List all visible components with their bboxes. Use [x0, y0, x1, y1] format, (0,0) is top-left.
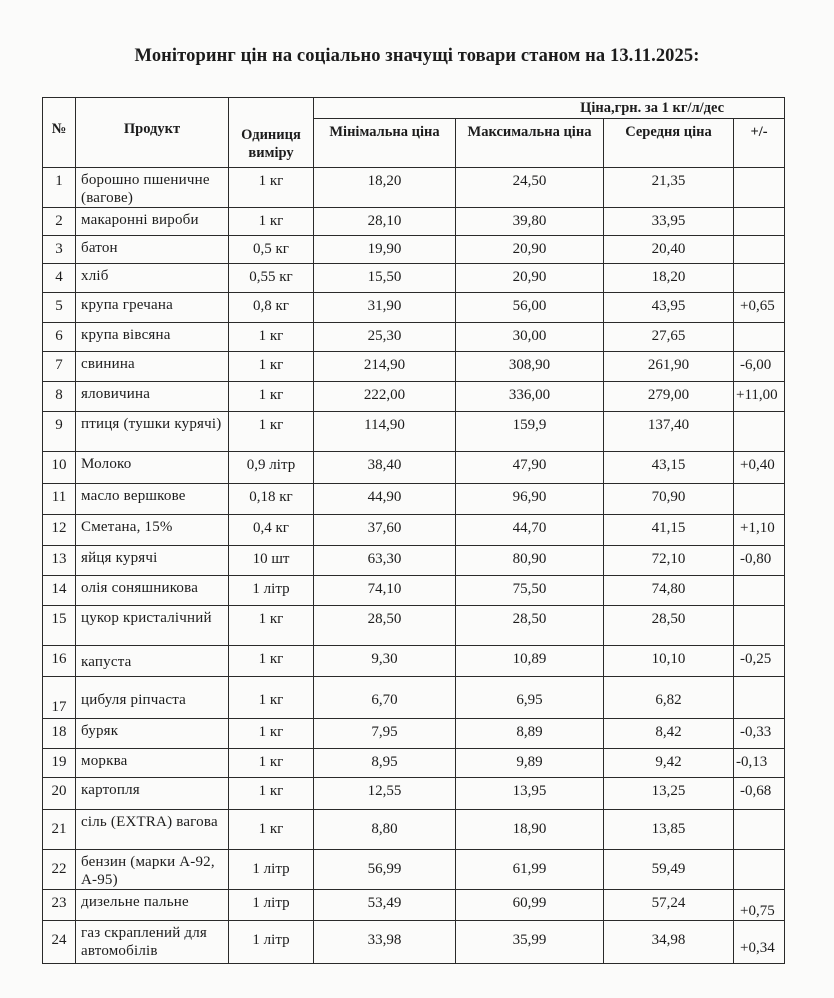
header-max-price: Максимальна ціна	[456, 119, 604, 168]
product-name: бензин (марки А-92, А-95)	[76, 850, 229, 890]
table-row	[43, 810, 785, 850]
price-change	[734, 810, 785, 850]
product-name: хліб	[76, 264, 229, 293]
min-price: 33,98	[314, 921, 456, 964]
table-row	[43, 412, 785, 452]
min-price: 25,30	[314, 323, 456, 352]
table-row	[43, 452, 785, 484]
unit: 10 шт	[229, 546, 314, 576]
row-number: 23	[43, 890, 76, 921]
product-name: газ скраплений для автомобілів	[76, 921, 229, 964]
product-name: Молоко	[76, 452, 229, 484]
max-price: 13,95	[456, 778, 604, 810]
max-price: 96,90	[456, 484, 604, 515]
unit: 1 кг	[229, 719, 314, 749]
table-row	[43, 576, 785, 606]
price-change	[734, 323, 785, 352]
row-number: 17	[43, 677, 76, 719]
avg-price: 72,10	[604, 546, 734, 576]
avg-price: 21,35	[604, 168, 734, 208]
product-name: картопля	[76, 778, 229, 810]
table-body	[43, 168, 785, 964]
table-row	[43, 484, 785, 515]
avg-price: 261,90	[604, 352, 734, 382]
row-number: 13	[43, 546, 76, 576]
max-price: 35,99	[456, 921, 604, 964]
product-name: олія соняшникова	[76, 576, 229, 606]
unit: 1 літр	[229, 890, 314, 921]
table-row	[43, 264, 785, 293]
max-price: 44,70	[456, 515, 604, 546]
max-price: 39,80	[456, 208, 604, 236]
min-price: 38,40	[314, 452, 456, 484]
avg-price: 279,00	[604, 382, 734, 412]
product-name: макаронні вироби	[76, 208, 229, 236]
max-price: 80,90	[456, 546, 604, 576]
table-row	[43, 719, 785, 749]
max-price: 18,90	[456, 810, 604, 850]
min-price: 18,20	[314, 168, 456, 208]
table-row	[43, 606, 785, 646]
header-diff: +/-	[734, 119, 785, 168]
row-number: 24	[43, 921, 76, 964]
table-row	[43, 921, 785, 964]
table-row	[43, 236, 785, 264]
min-price: 15,50	[314, 264, 456, 293]
max-price: 56,00	[456, 293, 604, 323]
row-number: 6	[43, 323, 76, 352]
min-price: 12,55	[314, 778, 456, 810]
max-price: 308,90	[456, 352, 604, 382]
table-row	[43, 382, 785, 412]
unit: 1 кг	[229, 208, 314, 236]
min-price: 6,70	[314, 677, 456, 719]
price-change	[734, 677, 785, 719]
min-price: 37,60	[314, 515, 456, 546]
price-change	[734, 412, 785, 452]
unit: 0,55 кг	[229, 264, 314, 293]
product-name: Сметана, 15%	[76, 515, 229, 546]
max-price: 30,00	[456, 323, 604, 352]
min-price: 28,50	[314, 606, 456, 646]
avg-price: 18,20	[604, 264, 734, 293]
row-number: 4	[43, 264, 76, 293]
table-row	[43, 850, 785, 890]
header-avg-price: Середня ціна	[604, 119, 734, 168]
price-change: -0,25	[734, 646, 785, 677]
unit: 1 кг	[229, 646, 314, 677]
avg-price: 28,50	[604, 606, 734, 646]
row-number: 5	[43, 293, 76, 323]
document-title: Моніторинг цін на соціально значущі товари станом на 13.11.2025:	[134, 46, 700, 66]
min-price: 56,99	[314, 850, 456, 890]
table-row	[43, 168, 785, 208]
price-change	[734, 606, 785, 646]
min-price: 214,90	[314, 352, 456, 382]
avg-price: 9,42	[604, 749, 734, 778]
product-name: борошно пшеничне (вагове)	[76, 168, 229, 208]
unit: 1 кг	[229, 352, 314, 382]
min-price: 7,95	[314, 719, 456, 749]
max-price: 20,90	[456, 236, 604, 264]
table-row	[43, 546, 785, 576]
unit: 1 кг	[229, 412, 314, 452]
price-change: +0,75	[734, 890, 785, 921]
product-name: морква	[76, 749, 229, 778]
row-number: 12	[43, 515, 76, 546]
max-price: 28,50	[456, 606, 604, 646]
avg-price: 137,40	[604, 412, 734, 452]
avg-price: 27,65	[604, 323, 734, 352]
unit: 0,8 кг	[229, 293, 314, 323]
price-change	[734, 850, 785, 890]
row-number: 2	[43, 208, 76, 236]
max-price: 159,9	[456, 412, 604, 452]
product-name: свинина	[76, 352, 229, 382]
avg-price: 13,25	[604, 778, 734, 810]
row-number: 8	[43, 382, 76, 412]
min-price: 63,30	[314, 546, 456, 576]
avg-price: 8,42	[604, 719, 734, 749]
price-change: +11,00	[734, 382, 785, 412]
table-row	[43, 890, 785, 921]
row-number: 10	[43, 452, 76, 484]
min-price: 222,00	[314, 382, 456, 412]
unit: 1 кг	[229, 382, 314, 412]
avg-price: 10,10	[604, 646, 734, 677]
price-change	[734, 168, 785, 208]
product-name: сіль (EXTRA) вагова	[76, 810, 229, 850]
table-row	[43, 515, 785, 546]
unit: 1 кг	[229, 606, 314, 646]
min-price: 53,49	[314, 890, 456, 921]
row-number: 21	[43, 810, 76, 850]
product-name: капуста	[76, 646, 229, 677]
price-change	[734, 484, 785, 515]
row-number: 16	[43, 646, 76, 677]
avg-price: 43,15	[604, 452, 734, 484]
max-price: 336,00	[456, 382, 604, 412]
row-number: 22	[43, 850, 76, 890]
price-change: +0,34	[734, 921, 785, 964]
min-price: 19,90	[314, 236, 456, 264]
row-number: 18	[43, 719, 76, 749]
price-change: +0,65	[734, 293, 785, 323]
price-change: +0,40	[734, 452, 785, 484]
max-price: 61,99	[456, 850, 604, 890]
table-row	[43, 323, 785, 352]
row-number: 15	[43, 606, 76, 646]
row-number: 14	[43, 576, 76, 606]
max-price: 47,90	[456, 452, 604, 484]
unit: 1 кг	[229, 810, 314, 850]
price-change	[734, 264, 785, 293]
avg-price: 43,95	[604, 293, 734, 323]
avg-price: 20,40	[604, 236, 734, 264]
unit: 1 кг	[229, 323, 314, 352]
table-row	[43, 293, 785, 323]
price-change	[734, 208, 785, 236]
unit: 1 кг	[229, 168, 314, 208]
product-name: цукор кристалічний	[76, 606, 229, 646]
product-name: буряк	[76, 719, 229, 749]
min-price: 8,80	[314, 810, 456, 850]
price-change: -0,80	[734, 546, 785, 576]
product-name: дизельне пальне	[76, 890, 229, 921]
price-change: -0,33	[734, 719, 785, 749]
header-min-price: Мінімальна ціна	[314, 119, 456, 168]
unit: 1 літр	[229, 850, 314, 890]
price-change	[734, 236, 785, 264]
unit: 0,5 кг	[229, 236, 314, 264]
header-unit: Одиниця виміру	[229, 98, 314, 168]
max-price: 9,89	[456, 749, 604, 778]
max-price: 10,89	[456, 646, 604, 677]
avg-price: 57,24	[604, 890, 734, 921]
row-number: 7	[43, 352, 76, 382]
product-name: птиця (тушки курячі)	[76, 412, 229, 452]
row-number: 3	[43, 236, 76, 264]
max-price: 60,99	[456, 890, 604, 921]
avg-price: 70,90	[604, 484, 734, 515]
price-change: +1,10	[734, 515, 785, 546]
price-change: -0,68	[734, 778, 785, 810]
max-price: 24,50	[456, 168, 604, 208]
row-number: 1	[43, 168, 76, 208]
product-name: батон	[76, 236, 229, 264]
avg-price: 41,15	[604, 515, 734, 546]
avg-price: 74,80	[604, 576, 734, 606]
row-number: 20	[43, 778, 76, 810]
min-price: 9,30	[314, 646, 456, 677]
unit: 1 кг	[229, 749, 314, 778]
unit: 1 літр	[229, 921, 314, 964]
table-row	[43, 208, 785, 236]
product-name: яйця курячі	[76, 546, 229, 576]
header-number: №	[43, 98, 76, 168]
avg-price: 13,85	[604, 810, 734, 850]
min-price: 44,90	[314, 484, 456, 515]
product-name: крупа гречана	[76, 293, 229, 323]
header-price-group: Ціна,грн. за 1 кг/л/дес	[314, 98, 785, 119]
unit: 0,4 кг	[229, 515, 314, 546]
price-change: -6,00	[734, 352, 785, 382]
min-price: 28,10	[314, 208, 456, 236]
max-price: 8,89	[456, 719, 604, 749]
max-price: 6,95	[456, 677, 604, 719]
avg-price: 59,49	[604, 850, 734, 890]
row-number: 11	[43, 484, 76, 515]
max-price: 75,50	[456, 576, 604, 606]
min-price: 31,90	[314, 293, 456, 323]
product-name: крупа вівсяна	[76, 323, 229, 352]
table-row	[43, 749, 785, 778]
product-name: цибуля ріпчаста	[76, 677, 229, 719]
price-change: -0,13	[734, 749, 785, 778]
product-name: яловичина	[76, 382, 229, 412]
product-name: масло вершкове	[76, 484, 229, 515]
avg-price: 34,98	[604, 921, 734, 964]
min-price: 114,90	[314, 412, 456, 452]
unit: 1 кг	[229, 778, 314, 810]
price-monitoring-table	[42, 97, 785, 964]
header-row-group	[43, 98, 785, 119]
avg-price: 33,95	[604, 208, 734, 236]
row-number: 9	[43, 412, 76, 452]
min-price: 74,10	[314, 576, 456, 606]
row-number: 19	[43, 749, 76, 778]
table-row	[43, 778, 785, 810]
max-price: 20,90	[456, 264, 604, 293]
unit: 0,9 літр	[229, 452, 314, 484]
unit: 1 кг	[229, 677, 314, 719]
min-price: 8,95	[314, 749, 456, 778]
table-row	[43, 677, 785, 719]
avg-price: 6,82	[604, 677, 734, 719]
unit: 1 літр	[229, 576, 314, 606]
unit: 0,18 кг	[229, 484, 314, 515]
table-row	[43, 646, 785, 677]
table-row	[43, 352, 785, 382]
header-product: Продукт	[76, 98, 229, 168]
price-change	[734, 576, 785, 606]
